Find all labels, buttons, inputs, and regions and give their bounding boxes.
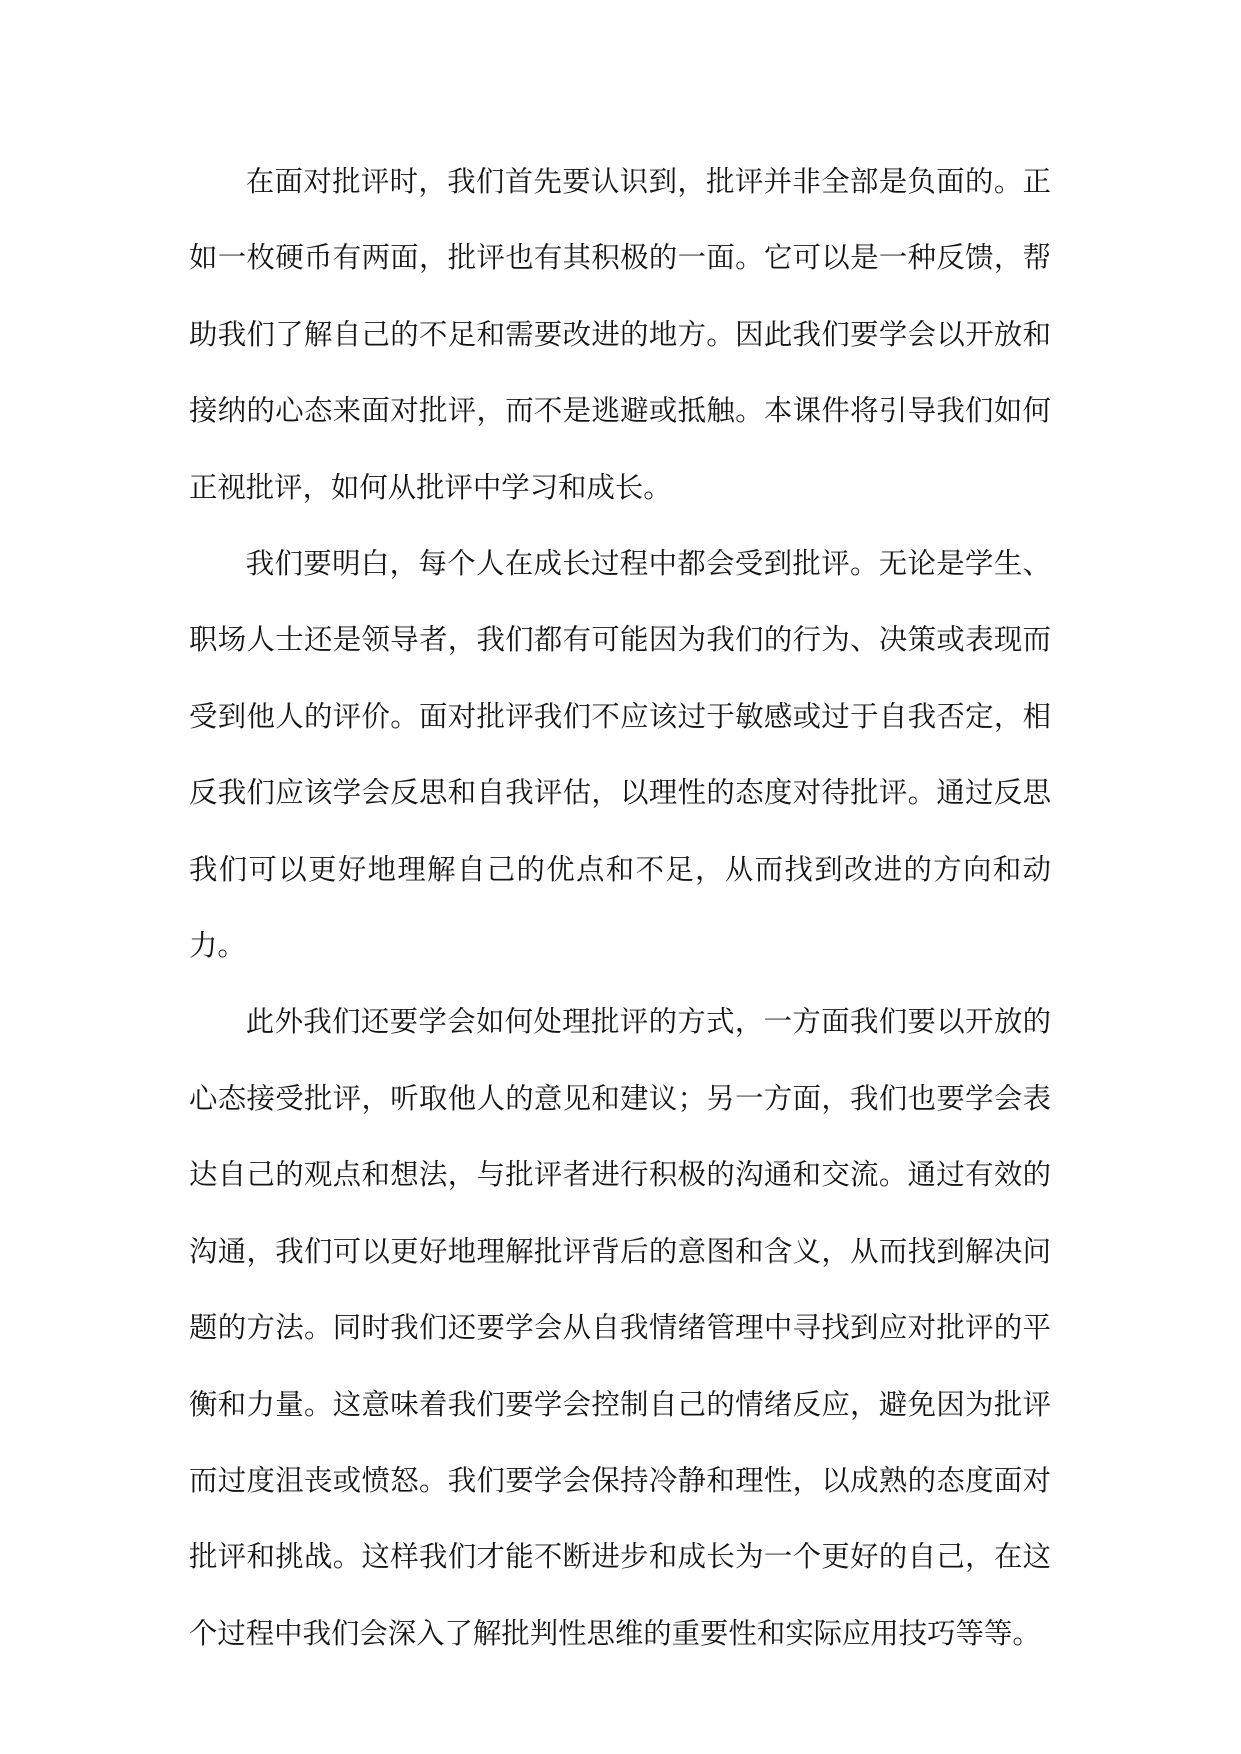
- body-text: [189, 144, 1051, 1672]
- paragraph-1: 在面对批评时，我们首先要认识到，批评并非全部是负面的。正如一枚硬币有两面，批评也有其积极的一面。它可以是一种反馈，帮助我们了解自己的不足和需要改进的地方。因此我们要学会以开放和接纳的心态来面对批评，而不是逃避或抵触。本课件将引导我们如何正视批评，如何从批评中学习和成长。: [189, 165, 1051, 504]
- paragraph-3: 此外我们还要学会如何处理批评的方式，一方面我们要以开放的心态接受批评，听取他人的意见和建议；另一方面，我们也要学会表达自己的观点和想法，与批评者进行积极的沟通和交流。通过有效的沟通，我们可以更好地理解批评背后的意图和含义，从而找到解决问题的方法。同时我们还要学会从自我情绪管理中寻找到应对批评的平衡和力量。这意味着我们要学会控制自己的情绪反应，避免因为批评而过度沮丧或愤怒。我们要学会保持冷静和理性，以成熟的态度面对批评和挑战。这样我们才能不断进步和成长为一个更好的自己，在这个过程中我们会深入了解批判性思维的重要性和实际应用技巧等等。: [189, 1005, 1051, 1650]
- paragraph-2: 我们要明白，每个人在成长过程中都会受到批评。无论是学生、职场人士还是领导者，我们都有可能因为我们的行为、决策或表现而受到他人的评价。面对批评我们不应该过于敏感或过于自我否定，相反我们应该学会反思和自我评估，以理性的态度对待批评。通过反思我们可以更好地理解自己的优点和不足，从而找到改进的方向和动力。: [189, 547, 1051, 963]
